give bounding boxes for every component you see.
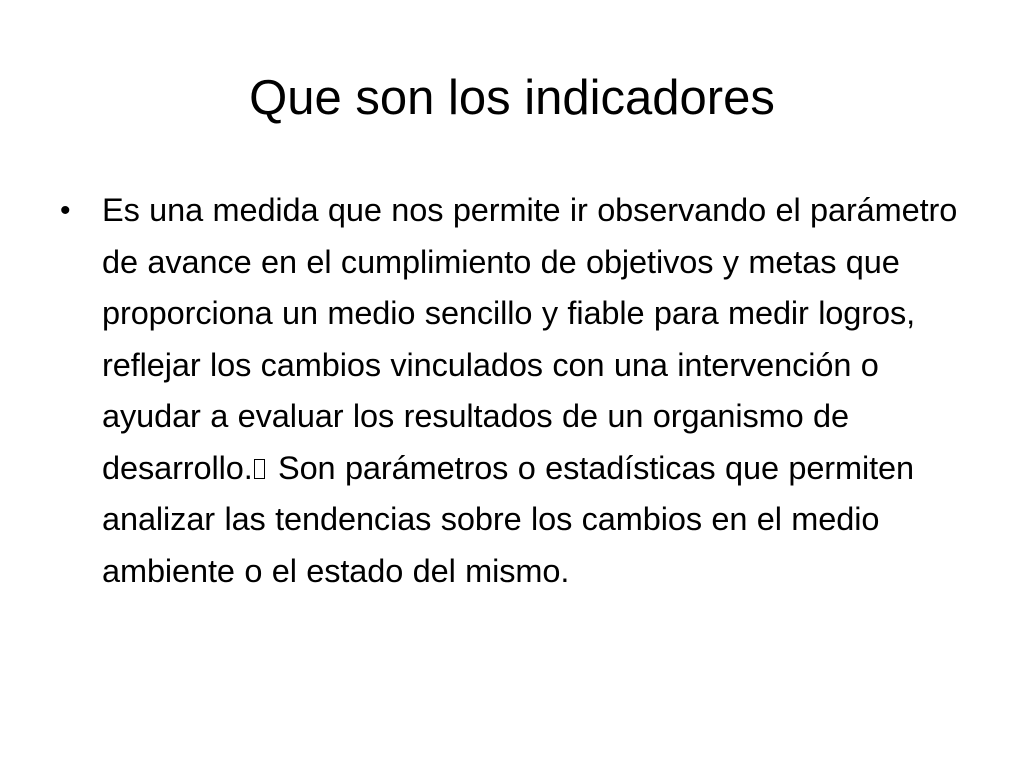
bullet-text-part-1: Es una medida que nos permite ir observando el parámetro de avance en el cumplimiento de objetivos y metas que proporciona un medio sencillo y fiable para medir logros, reflejar los cambios vinculados con una intervención o ayudar a evaluar los resultados de un organismo de desarrollo. [102, 192, 958, 486]
bullet-text-part-2: Son parámetros o estadísticas que permiten analizar las tendencias sobre los cambios en el medio ambiente o el estado del mismo. [102, 449, 915, 589]
missing-glyph-icon [254, 459, 265, 479]
slide-title: Que son los indicadores [249, 71, 775, 125]
bullet-list [60, 185, 970, 597]
list-item [60, 185, 970, 597]
slide-content [60, 185, 970, 597]
bullet-icon: • [60, 194, 71, 227]
bullet-text [102, 185, 970, 597]
